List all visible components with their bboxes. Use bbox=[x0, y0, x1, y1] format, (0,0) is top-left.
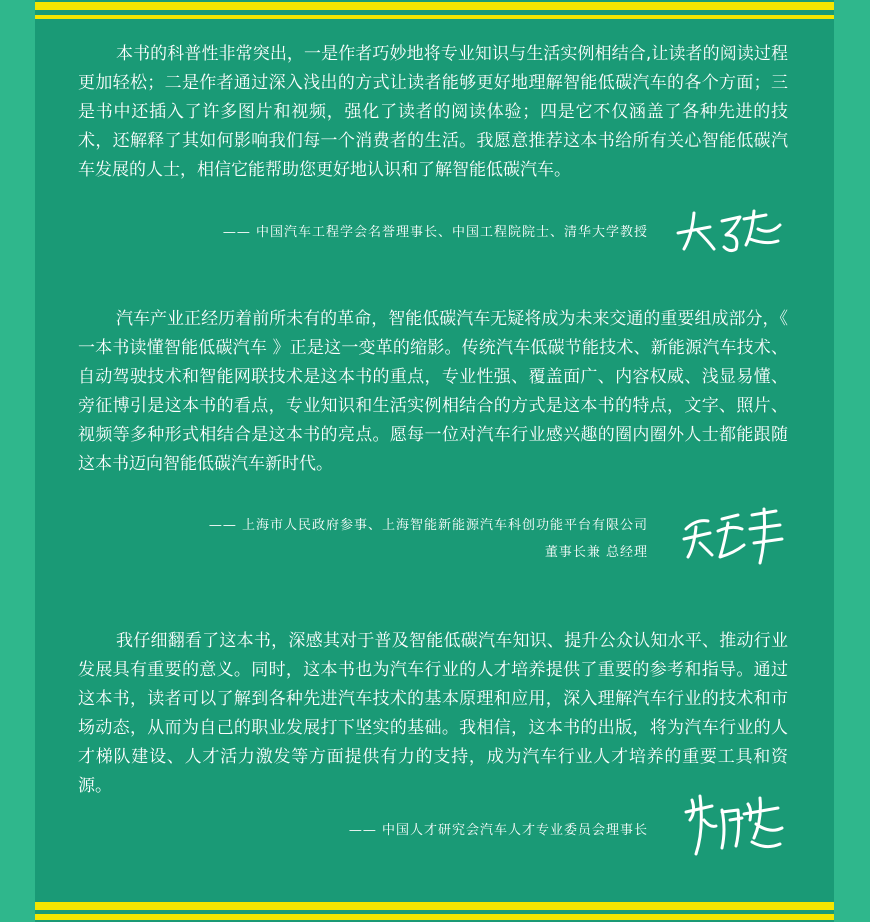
endorsement-attribution-2b: 董事长兼 总经理 bbox=[544, 545, 648, 560]
top-stripe-thin bbox=[35, 15, 834, 19]
endorsement-text-2: 汽车产业正经历着前所未有的革命，智能低碳汽车无疑将成为未来交通的重要组成部分，《 一本书读懂智能低碳汽车 》正是这一变革的缩影。传统汽车低碳节能技术、新能源汽车技术、自动驾驶技术和智能网联技术是这本书的重点，专业性强、覆盖面广、内容权威、浅显易懂、旁征博引是这本书的看点，专业知识和生活实例相结合的方式是这本书的特点，文字、照片、视频等多种形式相结合是这本书的亮点。愿每一位对汽车行业感兴趣的圈内圈外人士都能跟随这本书迈向智能低碳汽车新时代。 bbox=[78, 309, 788, 474]
signature-1 bbox=[670, 205, 785, 255]
endorsement-text-3: 我仔细翻看了这本书，深感其对于普及智能低碳汽车知识、提升公众认知水平、推动行业发展具有重要的意义。同时，这本书也为汽车行业的人才培养提供了重要的参考和指导。通过这本书，读者可以了解到各种先进汽车技术的基本原理和应用，深入理解汽车行业的技术和市场动态，从而为自己的职业发展打下坚实的基础。我相信，这本书的出版，将为汽车行业的人才梯队建设、人才活力激发等方面提供有力的支持，成为汽车行业人才培养的重要工具和资源。 bbox=[78, 631, 788, 796]
signature-2 bbox=[678, 505, 788, 567]
signature-3 bbox=[682, 790, 786, 860]
bottom-stripe-thick bbox=[35, 902, 834, 910]
bottom-stripe-thin bbox=[35, 914, 834, 920]
endorsement-text-1: 本书的科普性非常突出，一是作者巧妙地将专业知识与生活实例相结合,让读者的阅读过程更加轻松；二是作者通过深入浅出的方式让读者能够更好地理解智能低碳汽车的各个方面；三是书中还插入了许多图片和视频，强化了读者的阅读体验；四是它不仅涵盖了各种先进的技术，还解释了其如何影响我们每一个消费者的生活。我愿意推荐这本书给所有关心智能低碳汽车发展的人士，相信它能帮助您更好地认识和了解智能低碳汽车。 bbox=[78, 44, 788, 180]
endorsement-attribution-1: —— 中国汽车工程学会名誉理事长、中国工程院院士、清华大学教授 bbox=[222, 225, 648, 240]
endorsement-attribution-2a: —— 上海市人民政府参事、上海智能新能源汽车科创功能平台有限公司 bbox=[208, 518, 648, 533]
endorsement-attribution-3: —— 中国人才研究会汽车人才专业委员会理事长 bbox=[348, 823, 648, 838]
top-stripe-thick bbox=[35, 2, 834, 10]
